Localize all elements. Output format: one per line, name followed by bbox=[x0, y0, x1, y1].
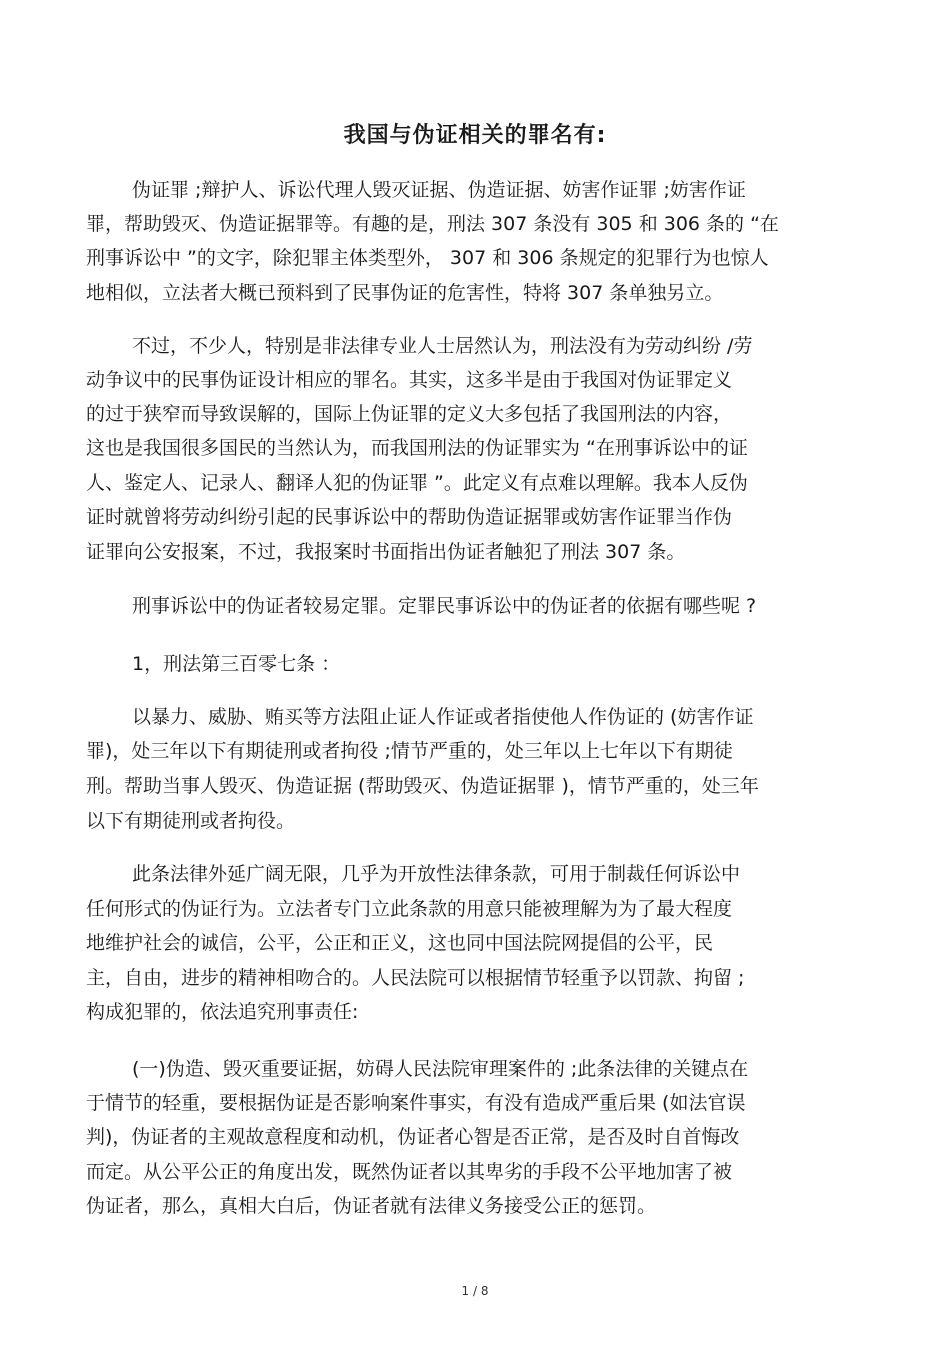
paragraph-6-line-5: 构成犯罪的，依法追究刑事责任: bbox=[86, 1001, 359, 1023]
paragraph-7-line-5: 伪证者，那么，真相大白后，伪证者就有法律义务接受公正的惩罚。 bbox=[86, 1195, 657, 1217]
paragraph-1-line-3: 刑事诉讼中 ”的文字，除犯罪主体类型外， 307 和 306 条规定的犯罪行为也惊人 bbox=[86, 247, 769, 269]
document-title: 我国与伪证相关的罪名有: bbox=[343, 123, 607, 148]
paragraph-1-line-1: 伪证罪 ;辩护人、诉讼代理人毁灭证据、伪造证据、妨害作证罪 ;妨害作证 bbox=[132, 179, 746, 201]
paragraph-7-line-1: (一)伪造、毁灭重要证据，妨碍人民法院审理案件的 ;此条法律的关键点在 bbox=[132, 1058, 749, 1080]
paragraph-2-line-3: 的过于狭窄而导致误解的，国际上伪证罪的定义大多包括了我国刑法的内容， bbox=[86, 403, 733, 425]
paragraph-5-line-4: 以下有期徒刑或者拘役。 bbox=[86, 810, 296, 832]
paragraph-6-line-3: 地维护社会的诚信，公平，公正和正义，这也同中国法院网提倡的公平，民 bbox=[86, 932, 714, 954]
paragraph-3-line-1: 刑事诉讼中的伪证者较易定罪。定罪民事诉讼中的伪证者的依据有哪些呢 ? bbox=[132, 595, 757, 617]
paragraph-2-line-7: 证罪向公安报案，不过，我报案时书面指出伪证者触犯了刑法 307 条。 bbox=[86, 541, 686, 563]
paragraph-5-line-2: 罪)，处三年以下有期徒刑或者拘役 ;情节严重的，处三年以上七年以下有期徒 bbox=[86, 740, 733, 762]
paragraph-4-line-1: 1，刑法第三百零七条 ： bbox=[132, 653, 341, 675]
paragraph-1-line-4: 地相似，立法者大概已预料到了民事伪证的危害性，特将 307 条单独另立。 bbox=[86, 282, 724, 304]
paragraph-6-line-1: 此条法律外延广阔无限，几乎为开放性法律条款，可用于制裁任何诉讼中 bbox=[132, 863, 741, 885]
paragraph-2-line-1: 不过，不少人，特别是非法律专业人士居然认为，刑法没有为劳动纠纷 /劳 bbox=[132, 335, 753, 357]
paragraph-6-line-2: 任何形式的伪证行为。立法者专门立此条款的用意只能被理解为为了最大程度 bbox=[86, 898, 733, 920]
paragraph-2-line-5: 人、鉴定人、记录人、翻译人犯的伪证罪 ”。此定义有点难以理解。我本人反伪 bbox=[86, 472, 748, 494]
paragraph-5-line-1: 以暴力、威胁、贿买等方法阻止证人作证或者指使他人作伪证的 (妨害作证 bbox=[132, 706, 754, 728]
page-number: 1 / 8 bbox=[461, 1284, 489, 1298]
paragraph-2-line-6: 证时就曾将劳动纠纷引起的民事诉讼中的帮助伪造证据罪或妨害作证罪当作伪 bbox=[86, 506, 733, 528]
paragraph-7-line-4: 而定。从公平公正的角度出发，既然伪证者以其卑劣的手段不公平地加害了被 bbox=[86, 1161, 733, 1183]
paragraph-5-line-3: 刑。帮助当事人毁灭、伪造证据 (帮助毁灭、伪造证据罪 )，情节严重的，处三年 bbox=[86, 775, 759, 797]
paragraph-6-line-4: 主，自由，进步的精神相吻合的。人民法院可以根据情节轻重予以罚款、拘留 ; bbox=[86, 967, 745, 989]
paragraph-7-line-2: 于情节的轻重，要根据伪证是否影响案件事实，有没有造成严重后果 (如法官误 bbox=[86, 1092, 746, 1114]
paragraph-1-line-2: 罪，帮助毁灭、伪造证据罪等。有趣的是，刑法 307 条没有 305 和 306 条的 “在 bbox=[86, 213, 779, 235]
paragraph-7-line-3: 判)，伪证者的主观故意程度和动机，伪证者心智是否正常，是否及时自首悔改 bbox=[86, 1126, 740, 1148]
paragraph-2-line-2: 动争议中的民事伪证设计相应的罪名。其实，这多半是由于我国对伪证罪定义 bbox=[86, 369, 733, 391]
paragraph-2-line-4: 这也是我国很多国民的当然认为，而我国刑法的伪证罪实为 “在刑事诉讼中的证 bbox=[86, 437, 748, 459]
